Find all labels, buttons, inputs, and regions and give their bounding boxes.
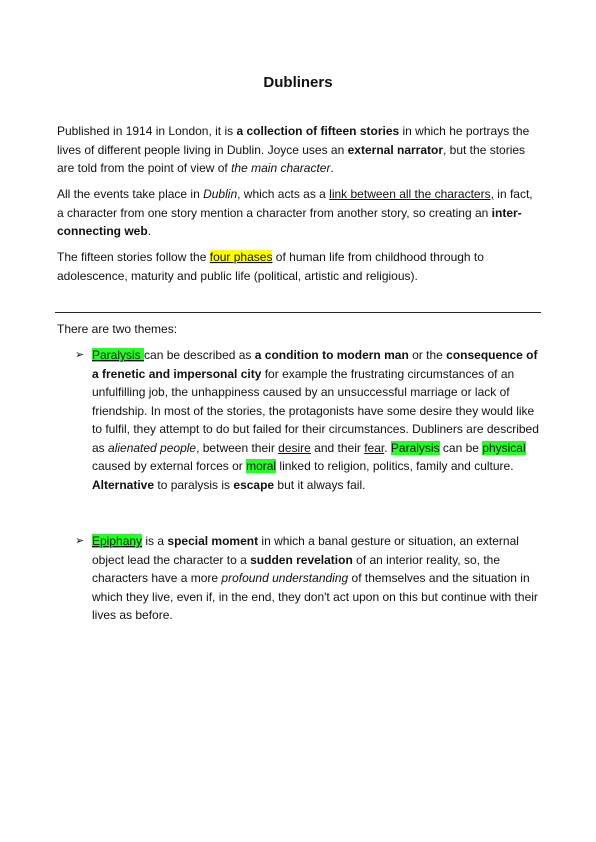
italic-text: the main character <box>231 161 331 175</box>
bold-text: escape <box>233 477 275 492</box>
page-title: Dubliners <box>263 74 333 91</box>
italic-text: Dublin <box>203 187 238 201</box>
underlined-text: fear <box>364 440 385 455</box>
bold-text: sudden revelation <box>250 552 353 567</box>
text: The fifteen stories follow the <box>57 250 210 264</box>
text: of human life from childhood through to adolescence, maturity and public life (political, artistic and religious). <box>57 250 484 283</box>
text: is a <box>142 534 168 548</box>
bold-text: a collection of fifteen stories <box>236 124 400 138</box>
highlighted-text: Paralysis <box>390 440 440 455</box>
text: linked to religion, politics, family and culture. <box>276 459 514 473</box>
setting-paragraph <box>57 185 539 241</box>
text: , between their <box>196 440 279 455</box>
bold-text: inter- connecting web <box>57 205 522 238</box>
arrow-bullet-icon: ➢ <box>75 349 85 361</box>
text: for example the frustrating circumstances of an unfulfilling job, the unhappiness caused by an unsuccessful marriage or lack of friendship. In most of the stories, the protagonists have some desire they would like to fulfil, they attempt to do but failed for their circumstances. Dubliners are described as <box>92 366 539 455</box>
arrow-bullet-icon: ➢ <box>75 535 85 547</box>
phases-paragraph <box>57 248 539 285</box>
theme-paralysis <box>75 346 540 494</box>
underlined-text: desire <box>278 440 311 455</box>
text: . <box>147 224 152 238</box>
text: Published in 1914 in London, it is <box>57 124 237 138</box>
text: . <box>330 161 334 175</box>
text: in which a banal gesture or situation, an external object lead the character to a <box>92 534 519 567</box>
horizontal-divider <box>55 312 541 313</box>
text: can be described as <box>144 348 255 362</box>
text: of an interior reality, so, the characters have a more <box>92 552 500 585</box>
highlighted-text: Paralysis <box>92 348 145 362</box>
highlighted-text: four phases <box>209 250 273 264</box>
italic-text: profound understanding <box>221 571 349 585</box>
text: and their <box>310 440 365 455</box>
text: in which he portrays the lives of different people living in Dublin. Joyce uses an <box>57 124 530 157</box>
text: or the <box>408 348 447 362</box>
text: . <box>384 440 391 455</box>
text: , but the stories are told from the point of view of <box>57 142 526 175</box>
highlighted-text: Epiphany <box>92 534 143 548</box>
text: All the events take place in <box>57 187 204 201</box>
bold-text: external narrator <box>347 142 443 157</box>
bold-text: Alternative <box>92 477 155 492</box>
text: , which acts as a <box>237 187 330 201</box>
highlighted-text: physical <box>482 440 526 455</box>
text: but it always fail. <box>274 477 366 492</box>
theme-epiphany <box>75 532 540 625</box>
underlined-text: link between all the characters, <box>329 187 494 201</box>
highlighted-text: moral <box>246 459 277 473</box>
text: to paralysis is <box>154 477 234 492</box>
bold-text: a condition to modern man <box>254 348 409 362</box>
intro-paragraph <box>57 122 539 178</box>
text: caused by external forces or <box>92 459 247 473</box>
bold-text: special moment <box>167 534 259 548</box>
italic-text: alienated people <box>108 440 197 455</box>
text: of themselves and the situation in which they live, even if, in the end, they don't act upon on this but continue with their lives as before. <box>92 571 538 622</box>
text: in fact, a character from one story mention a character from another story, so creating an <box>57 187 533 220</box>
themes-intro: There are two themes: <box>57 322 178 336</box>
text: can be <box>439 440 483 455</box>
bold-text: consequence of a frenetic and impersonal city <box>92 348 538 381</box>
